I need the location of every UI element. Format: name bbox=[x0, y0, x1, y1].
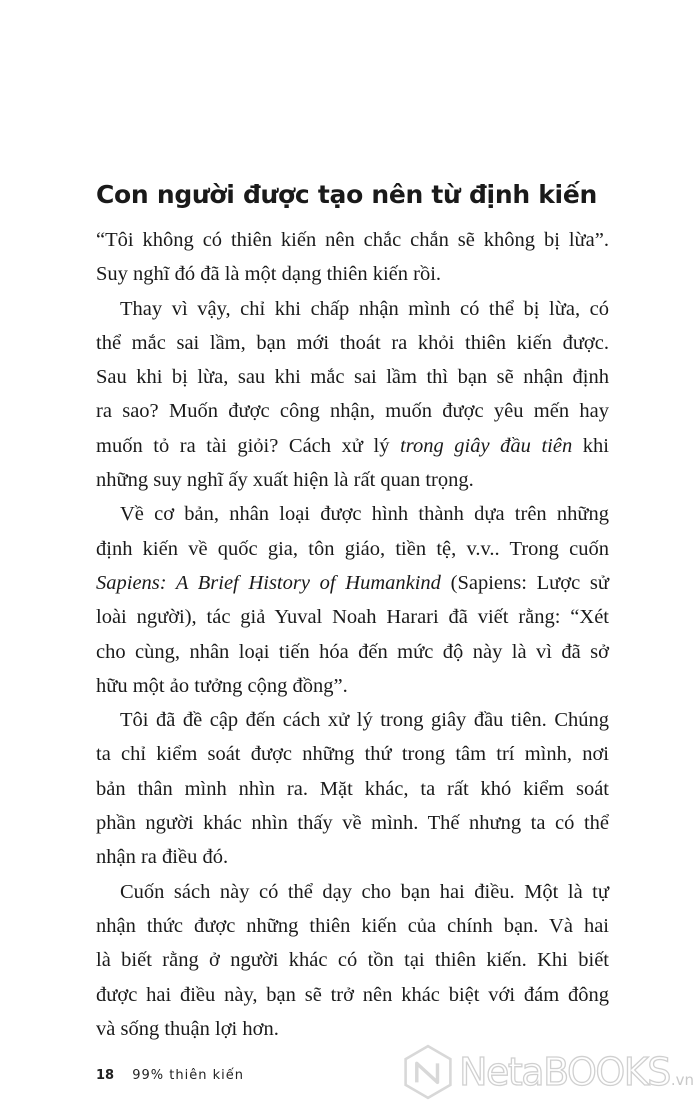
text-line: thể mắc sai lầm, bạn mới thoát ra khỏi thiên kiến được. bbox=[96, 331, 609, 354]
text-line: loài người), tác giả Yuval Noah Harari đã viết rằng: “Xét bbox=[96, 606, 609, 629]
text-line bbox=[96, 566, 609, 600]
italic-segment: Sapiens: A Brief History of Humankind bbox=[96, 571, 441, 594]
text-line: được hai điều này, bạn sẽ trở nên khác biệt với đám đông bbox=[96, 983, 609, 1006]
section-heading: Con người được tạo nên từ định kiến bbox=[96, 180, 597, 209]
text-segment: khi bbox=[572, 434, 610, 457]
text-line: nhận ra điều đó. bbox=[96, 846, 229, 869]
text-line: nhận thức được những thiên kiến của chính bạn. Và hai bbox=[96, 914, 609, 937]
text-line: Tôi đã đề cập đến cách xử lý trong giây đầu tiên. Chúng bbox=[120, 709, 609, 732]
text-line: “Tôi không có thiên kiến nên chắc chắn sẽ không bị lừa”. bbox=[96, 229, 609, 251]
text-line: ra sao? Muốn được công nhận, muốn được yêu mến hay bbox=[96, 400, 609, 423]
watermark-name: NetaBOOKS bbox=[459, 1050, 670, 1094]
text-segment: (Sapiens: Lược sử bbox=[440, 571, 609, 594]
watermark-tld: .vn bbox=[670, 1071, 694, 1089]
text-line: Suy nghĩ đó đã là một dạng thiên kiến rồi. bbox=[96, 263, 442, 286]
text-line: Sau khi bị lừa, sau khi mắc sai lầm thì bạn sẽ nhận định bbox=[96, 366, 609, 389]
text-line: phần người khác nhìn thấy về mình. Thế nhưng ta có thể bbox=[96, 812, 609, 835]
italic-segment: trong giây đầu tiên bbox=[400, 434, 573, 457]
text-line: định kiến về quốc gia, tôn giáo, tiền tệ, v.v.. Trong cuốn bbox=[96, 537, 609, 560]
text-segment: muốn tỏ ra tài giỏi? Cách xử lý bbox=[96, 434, 401, 457]
running-title: 99% thiên kiến bbox=[132, 1068, 244, 1083]
page-footer bbox=[96, 1068, 244, 1083]
page-number: 18 bbox=[96, 1068, 115, 1083]
text-line bbox=[96, 429, 609, 463]
text-line: ta chỉ kiểm soát được những thứ trong tâm trí mình, nơi bbox=[96, 743, 609, 766]
text-line: Cuốn sách này có thể dạy cho bạn hai điều. Một là tự bbox=[120, 880, 609, 903]
text-line: những suy nghĩ ấy xuất hiện là rất quan trọng. bbox=[96, 469, 474, 492]
text-line: Thay vì vậy, chỉ khi chấp nhận mình có thể bị lừa, có bbox=[120, 297, 609, 320]
text-line: cho cùng, nhân loại tiến hóa đến mức độ này là vì đã sở bbox=[96, 640, 609, 663]
text-line: là biết rằng ở người khác có tồn tại thiên kiến. Khi biết bbox=[96, 949, 609, 972]
body-text bbox=[96, 223, 609, 1046]
text-line: và sống thuận lợi hơn. bbox=[96, 1017, 279, 1040]
watermark bbox=[403, 1044, 694, 1100]
text-line: Về cơ bản, nhân loại được hình thành dựa trên những bbox=[120, 503, 609, 526]
text-line: hữu một ảo tưởng cộng đồng”. bbox=[96, 674, 348, 697]
netabooks-logo-icon bbox=[403, 1044, 453, 1100]
text-line: bản thân mình nhìn ra. Mặt khác, ta rất khó kiểm soát bbox=[96, 777, 609, 800]
